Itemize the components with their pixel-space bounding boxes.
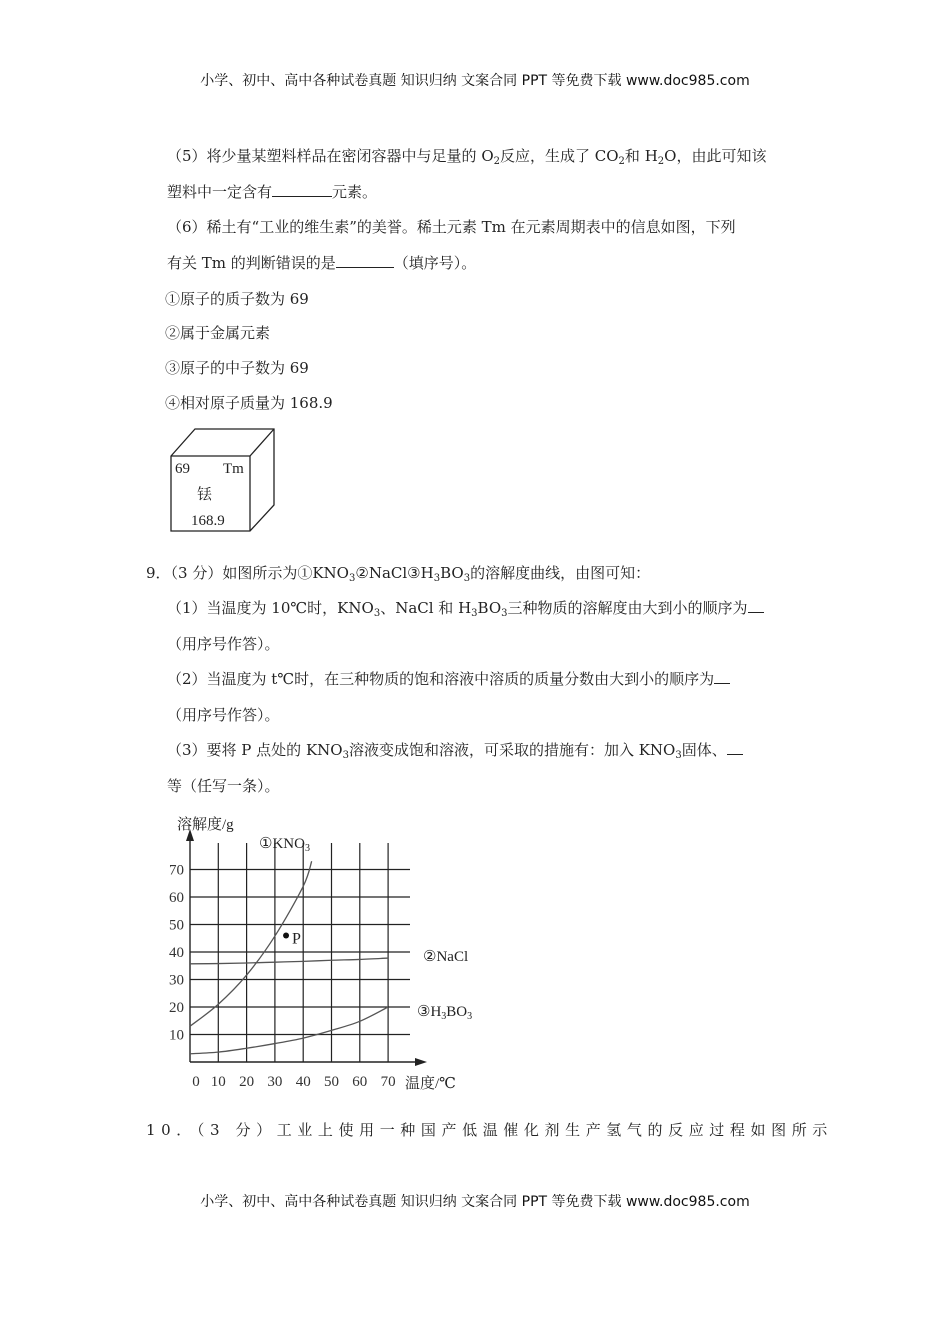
atomic-number: 69 [175,461,190,477]
y-tick-label: 10 [169,1027,184,1044]
subscript: 3 [463,573,471,584]
text-segment: （1）当温度为 10℃时，KNO [167,599,374,617]
y-tick-label: 20 [169,1000,184,1016]
text-segment: （5）将少量某塑料样品在密闭容器中与足量的 O [167,147,494,165]
atomic-mass: 168.9 [191,513,225,529]
element-symbol: Tm [223,461,244,477]
text-segment: BO [440,564,464,582]
answer-blank[interactable] [727,740,743,755]
x-tick-label: 40 [295,1074,311,1090]
cube-outline-icon [170,428,275,532]
subscript: 3 [501,608,508,619]
subscript: 2 [657,156,665,167]
x-tick-label: 60 [352,1074,368,1090]
answer-blank[interactable] [336,253,394,268]
x-tick-label: 30 [267,1074,283,1090]
text-segment: 塑料中一定含有 [167,183,273,201]
text-segment: 反应，生成了 CO [500,147,619,165]
text-segment: 有关 Tm 的判断错误的是 [167,254,336,272]
q8-part5-line1 [167,146,766,166]
solubility-chart-svg [165,805,495,1095]
option-3: ③原子的中子数为 69 [165,359,309,377]
text-segment: 溶液变成饱和溶液，可采取的措施有：加入 KNO [348,741,676,759]
label-h3bo3: $③H_3BO_3$ [417,1004,473,1022]
chart-axes [186,829,427,1066]
subscript: 2 [493,156,500,167]
text-segment: ②NaCl③H [355,564,434,582]
y-axis-label: 溶解度/g [177,817,234,833]
x-tick-label: 20 [239,1074,255,1090]
text-segment: BO [477,599,502,617]
text-segment: 元素。 [332,183,378,201]
q8-part6-line1: （6）稀土有“工业的维生素”的美誉。稀土元素 Tm 在元素周期表中的信息如图，下列 [167,218,736,236]
subscript: 3 [342,750,349,761]
page-footer-banner: 小学、初中、高中各种试卷真题 知识归纳 文案合同 PPT 等免费下载 www.doc985.com [200,1194,750,1210]
option-1: ①原子的质子数为 69 [165,290,309,308]
subscript: 3 [471,608,478,619]
label-kno3: $①KNO_3$ [259,836,310,854]
subscript: 2 [618,156,625,167]
answer-blank[interactable] [714,669,730,684]
text-segment: 的溶解度曲线，由图可知： [470,564,651,582]
text-segment: （3）要将 P 点处的 KNO [167,741,343,759]
page-header-banner: 小学、初中、高中各种试卷真题 知识归纳 文案合同 PPT 等免费下载 www.doc985.com [200,73,750,89]
solubility-chart [165,805,495,1095]
x-tick-label: 10 [210,1074,226,1090]
answer-blank[interactable] [748,598,764,613]
y-tick-label: 60 [169,890,184,906]
x-tick-label: 50 [324,1074,339,1090]
point-p-label: P [292,930,301,948]
q8-part6-line2 [167,253,476,273]
point-p-marker [283,933,289,939]
q9-part2-line1 [167,669,730,689]
text-segment: 固体、 [681,741,727,759]
y-tick-label: 40 [169,945,184,961]
text-segment: 、NaCl 和 H [380,599,472,617]
text-segment: 三种物质的溶解度由大到小的顺序为 [507,599,748,617]
subscript: 3 [373,608,381,619]
y-tick-label: 70 [169,862,184,879]
option-2: ②属于金属元素 [165,324,271,342]
subscript: 3 [675,750,682,761]
answer-blank[interactable] [272,182,332,197]
text-segment: （2）当温度为 t℃时，在三种物质的饱和溶液中溶质的质量分数由大到小的顺序为 [167,670,715,688]
q8-part5-line2 [167,182,377,202]
text-segment: O，由此可知该 [664,147,767,165]
subscript: 3 [349,573,356,584]
chart-curves [190,861,388,1054]
curve-h3bo3 [190,1007,388,1054]
element-card-tm [170,428,275,532]
x-tick-label: 70 [380,1074,396,1090]
q9-title [146,563,650,583]
x-axis-label: 温度/℃ [405,1076,456,1092]
option-4: ④相对原子质量为 168.9 [165,394,333,412]
q9-part2-line2: （用序号作答）。 [167,706,280,724]
element-name: 铥 [197,485,213,503]
chart-grid [190,843,410,1062]
curve-nacl [190,958,388,964]
label-nacl: ②NaCl [423,949,469,965]
q9-part3-line1 [167,740,743,760]
x-axis-arrow-icon [415,1058,427,1066]
q10-title: 10．（3 分）工业上使用一种国产低温催化剂生产氢气的反应过程如图所示 [146,1121,833,1139]
text-segment: （填序号）。 [393,254,477,272]
q9-part1-line2: （用序号作答）。 [167,635,280,653]
subscript: 3 [433,573,441,584]
x-tick-label: 0 [192,1074,200,1090]
q9-part3-line2: 等（任写一条）。 [167,777,280,795]
text-segment: 和 H [624,147,658,165]
y-tick-label: 30 [169,972,184,989]
y-tick-label: 50 [169,917,184,934]
q9-part1-line1 [167,598,764,618]
text-segment: 9．（3 分）如图所示为①KNO [146,564,349,582]
